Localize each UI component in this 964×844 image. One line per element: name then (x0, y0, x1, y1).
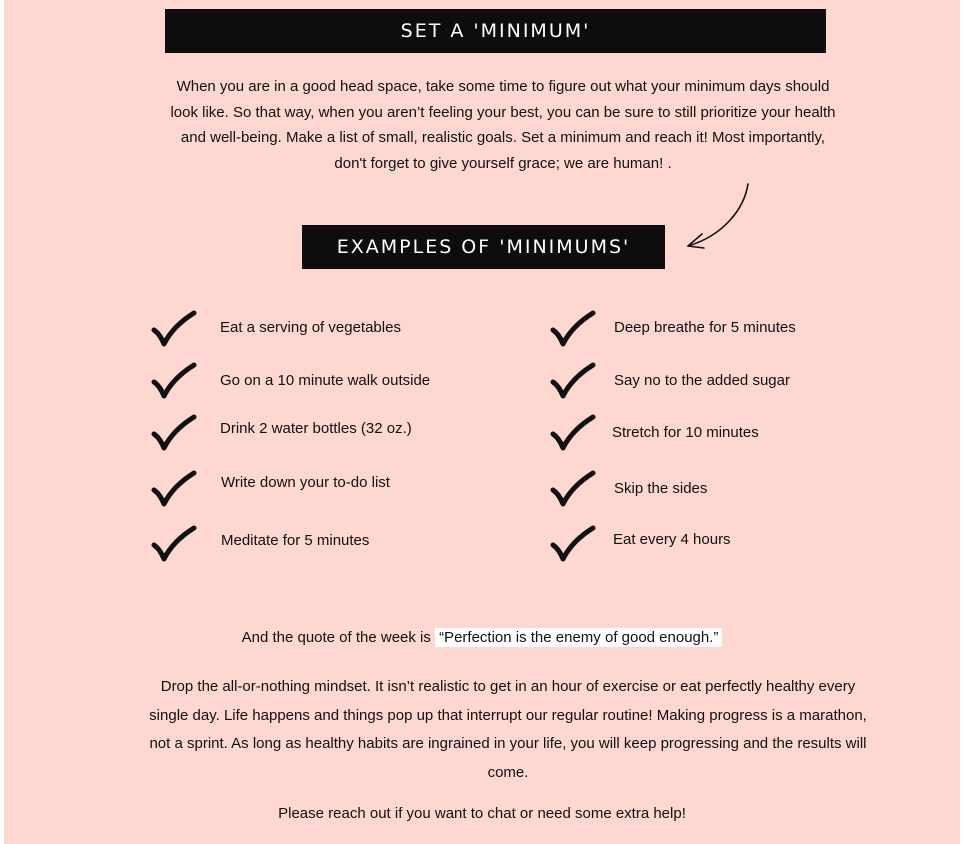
section-title: SET A 'MINIMUM' (400, 20, 591, 42)
example-item-left: Eat a serving of vegetables (220, 319, 401, 336)
call-to-action: Please reach out if you want to chat or need some extra help! (278, 805, 686, 822)
quote-text: “Perfection is the enemy of good enough.” (435, 628, 722, 647)
checkmark-icon (550, 362, 596, 400)
curved-arrow-icon (680, 180, 756, 252)
quote-intro: And the quote of the week is (241, 629, 431, 646)
checkmark-icon (151, 362, 197, 400)
example-item-right: Deep breathe for 5 minutes (614, 319, 796, 336)
example-item-left: Drink 2 water bottles (32 oz.) (220, 420, 412, 437)
example-item-left: Write down your to-do list (221, 474, 390, 491)
example-item-left: Go on a 10 minute walk outside (220, 372, 431, 389)
checkmark-icon (550, 414, 596, 452)
example-item-right: Stretch for 10 minutes (612, 424, 759, 441)
example-item-left: Meditate for 5 minutes (221, 532, 370, 549)
checkmark-icon (550, 525, 596, 563)
checkmark-icon (151, 310, 197, 348)
examples-title: EXAMPLES OF 'MINIMUMS' (336, 236, 631, 258)
intro-paragraph: When you are in a good head space, take some time to figure out what your minimum days should look like. So that way, when you aren’t feeling your best, you can be sure to still prioritize your health and well-being. Make a list of small, realistic goals. Set a minimum and reach it! Most importantly, don't forget to give yourself grace; we are human! . (170, 78, 836, 172)
closing-paragraph: Drop the all-or-nothing mindset. It isn’t realistic to get in an hour of exercise or eat perfectly healthy every single day. Life happens and things pop up that interrupt our regular routine! Making progress is a marathon, not a sprint. As long as healthy habits are ingrained in your life, you will keep progressing and the results will come. (149, 678, 867, 781)
checkmark-icon (151, 470, 197, 508)
example-item-right: Eat every 4 hours (613, 531, 731, 548)
checkmark-icon (151, 525, 197, 563)
example-item-right: Say no to the added sugar (614, 372, 790, 389)
quote-of-the-week (4, 629, 960, 646)
checkmark-icon (550, 310, 596, 348)
checkmark-icon (151, 414, 197, 452)
example-item-right: Skip the sides (614, 480, 708, 497)
checkmark-icon (550, 470, 596, 508)
section-title-banner (165, 9, 826, 53)
examples-title-banner (302, 225, 665, 269)
